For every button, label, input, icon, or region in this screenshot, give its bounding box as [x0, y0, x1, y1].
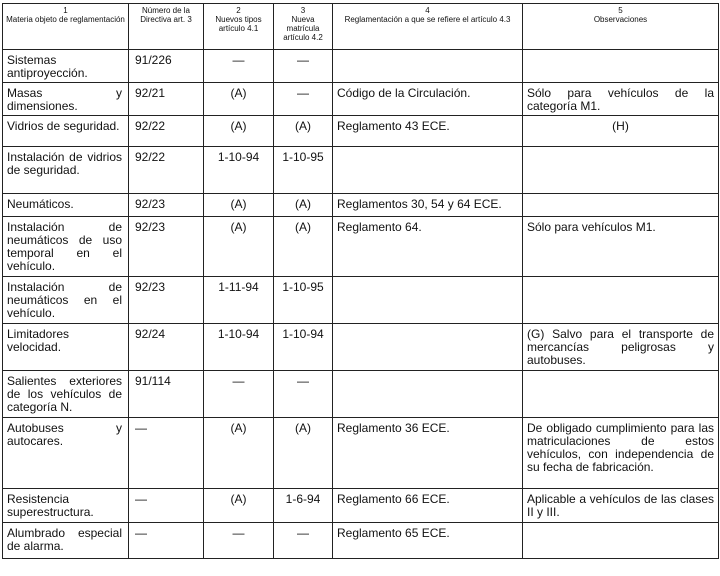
cell-reglamentacion: Reglamento 66 ECE. [333, 489, 523, 523]
header-number: 1 [63, 6, 68, 15]
cell-observaciones: De obligado cumplimiento para las matriculaciones de estos vehículos, con independencia de su fecha de fabricación. [523, 418, 719, 489]
header-number: 4 [425, 6, 430, 15]
cell-materia: Instalación de neumáticos en el vehículo. [3, 277, 129, 324]
cell-directiva: — [129, 523, 204, 559]
cell-nueva-matricula: 1-10-94 [274, 324, 333, 371]
cell-nueva-matricula: 1-10-95 [274, 277, 333, 324]
header-directiva [129, 4, 204, 50]
header-label: Materia objeto de reglamentación [6, 15, 125, 24]
cell-nuevos-tipos: (A) [204, 194, 274, 217]
cell-directiva: 92/23 [129, 194, 204, 217]
cell-nueva-matricula: — [274, 523, 333, 559]
cell-materia: Salientes exteriores de los vehículos de categoría N. [3, 371, 129, 418]
cell-reglamentacion: Reglamentos 30, 54 y 64 ECE. [333, 194, 523, 217]
cell-directiva: 92/23 [129, 217, 204, 277]
cell-observaciones [523, 50, 719, 83]
cell-reglamentacion: Reglamento 64. [333, 217, 523, 277]
cell-reglamentacion [333, 147, 523, 194]
cell-observaciones [523, 194, 719, 217]
header-materia [3, 4, 129, 50]
regulation-table [2, 3, 719, 559]
table-row [3, 194, 719, 217]
cell-observaciones [523, 147, 719, 194]
cell-observaciones: (H) [523, 116, 719, 147]
header-row [3, 4, 719, 50]
table-row [3, 277, 719, 324]
table-row [3, 418, 719, 489]
header-label: Reglamentación a que se refiere el artículo 4.3 [344, 15, 511, 24]
header-label: Número de la Directiva art. 3 [140, 6, 192, 24]
cell-nuevos-tipos: (A) [204, 217, 274, 277]
cell-nueva-matricula: (A) [274, 194, 333, 217]
cell-nueva-matricula: (A) [274, 217, 333, 277]
cell-materia: Alumbrado especial de alarma. [3, 523, 129, 559]
table-row [3, 489, 719, 523]
cell-materia: Instalación de neumáticos de uso temporal en el vehículo. [3, 217, 129, 277]
cell-observaciones: Sólo para vehículos M1. [523, 217, 719, 277]
cell-nueva-matricula: — [274, 50, 333, 83]
cell-reglamentacion [333, 324, 523, 371]
cell-nuevos-tipos: — [204, 50, 274, 83]
cell-directiva: 92/22 [129, 116, 204, 147]
cell-observaciones: Aplicable a vehículos de las clases II y III. [523, 489, 719, 523]
table-row [3, 116, 719, 147]
cell-materia: Resistencia superestructura. [3, 489, 129, 523]
cell-directiva: 92/22 [129, 147, 204, 194]
cell-nueva-matricula: — [274, 371, 333, 418]
header-number: 2 [236, 6, 241, 15]
cell-directiva: 92/21 [129, 83, 204, 116]
header-nuevos-tipos [204, 4, 274, 50]
cell-reglamentacion: Reglamento 43 ECE. [333, 116, 523, 147]
table-row [3, 147, 719, 194]
cell-materia: Neumáticos. [3, 194, 129, 217]
cell-materia: Autobuses y autocares. [3, 418, 129, 489]
cell-nuevos-tipos: (A) [204, 116, 274, 147]
table-row [3, 50, 719, 83]
cell-observaciones: (G) Salvo para el transporte de mercancías peligrosas y autobuses. [523, 324, 719, 371]
cell-materia: Limitadores velocidad. [3, 324, 129, 371]
cell-nuevos-tipos: (A) [204, 418, 274, 489]
header-nueva-matricula [274, 4, 333, 50]
cell-nueva-matricula: (A) [274, 418, 333, 489]
table-row [3, 324, 719, 371]
cell-materia: Vidrios de seguridad. [3, 116, 129, 147]
header-label: Observaciones [593, 15, 648, 24]
header-observaciones [523, 4, 719, 50]
cell-directiva: 91/114 [129, 371, 204, 418]
cell-nueva-matricula: 1-10-95 [274, 147, 333, 194]
cell-materia: Sistemas antiproyección. [3, 50, 129, 83]
cell-reglamentacion: Reglamento 36 ECE. [333, 418, 523, 489]
cell-directiva: — [129, 489, 204, 523]
cell-nuevos-tipos: 1-10-94 [204, 147, 274, 194]
cell-directiva: 92/23 [129, 277, 204, 324]
table-row [3, 83, 719, 116]
cell-nuevos-tipos: (A) [204, 489, 274, 523]
cell-nuevos-tipos: 1-10-94 [204, 324, 274, 371]
cell-nueva-matricula: — [274, 83, 333, 116]
cell-directiva: — [129, 418, 204, 489]
cell-reglamentacion [333, 277, 523, 324]
cell-observaciones [523, 371, 719, 418]
table-row [3, 371, 719, 418]
header-number: 3 [300, 6, 306, 15]
cell-observaciones [523, 277, 719, 324]
cell-observaciones [523, 523, 719, 559]
header-reglamentacion [333, 4, 523, 50]
cell-directiva: 91/226 [129, 50, 204, 83]
cell-nueva-matricula: 1-6-94 [274, 489, 333, 523]
header-label: Nuevos tipos artículo 4.1 [215, 15, 262, 33]
table-row [3, 217, 719, 277]
cell-nuevos-tipos: (A) [204, 83, 274, 116]
cell-reglamentacion [333, 371, 523, 418]
cell-nuevos-tipos: — [204, 371, 274, 418]
cell-reglamentacion [333, 50, 523, 83]
cell-materia: Instalación de vidrios de seguridad. [3, 147, 129, 194]
header-label: Nueva matrícula artículo 4.2 [283, 15, 323, 42]
header-number: 5 [618, 6, 623, 15]
cell-nuevos-tipos: — [204, 523, 274, 559]
cell-nueva-matricula: (A) [274, 116, 333, 147]
cell-materia: Masas y dimensiones. [3, 83, 129, 116]
cell-reglamentacion: Reglamento 65 ECE. [333, 523, 523, 559]
cell-directiva: 92/24 [129, 324, 204, 371]
cell-nuevos-tipos: 1-11-94 [204, 277, 274, 324]
cell-reglamentacion: Código de la Circulación. [333, 83, 523, 116]
table-row [3, 523, 719, 559]
cell-observaciones: Sólo para vehículos de la categoría M1. [523, 83, 719, 116]
